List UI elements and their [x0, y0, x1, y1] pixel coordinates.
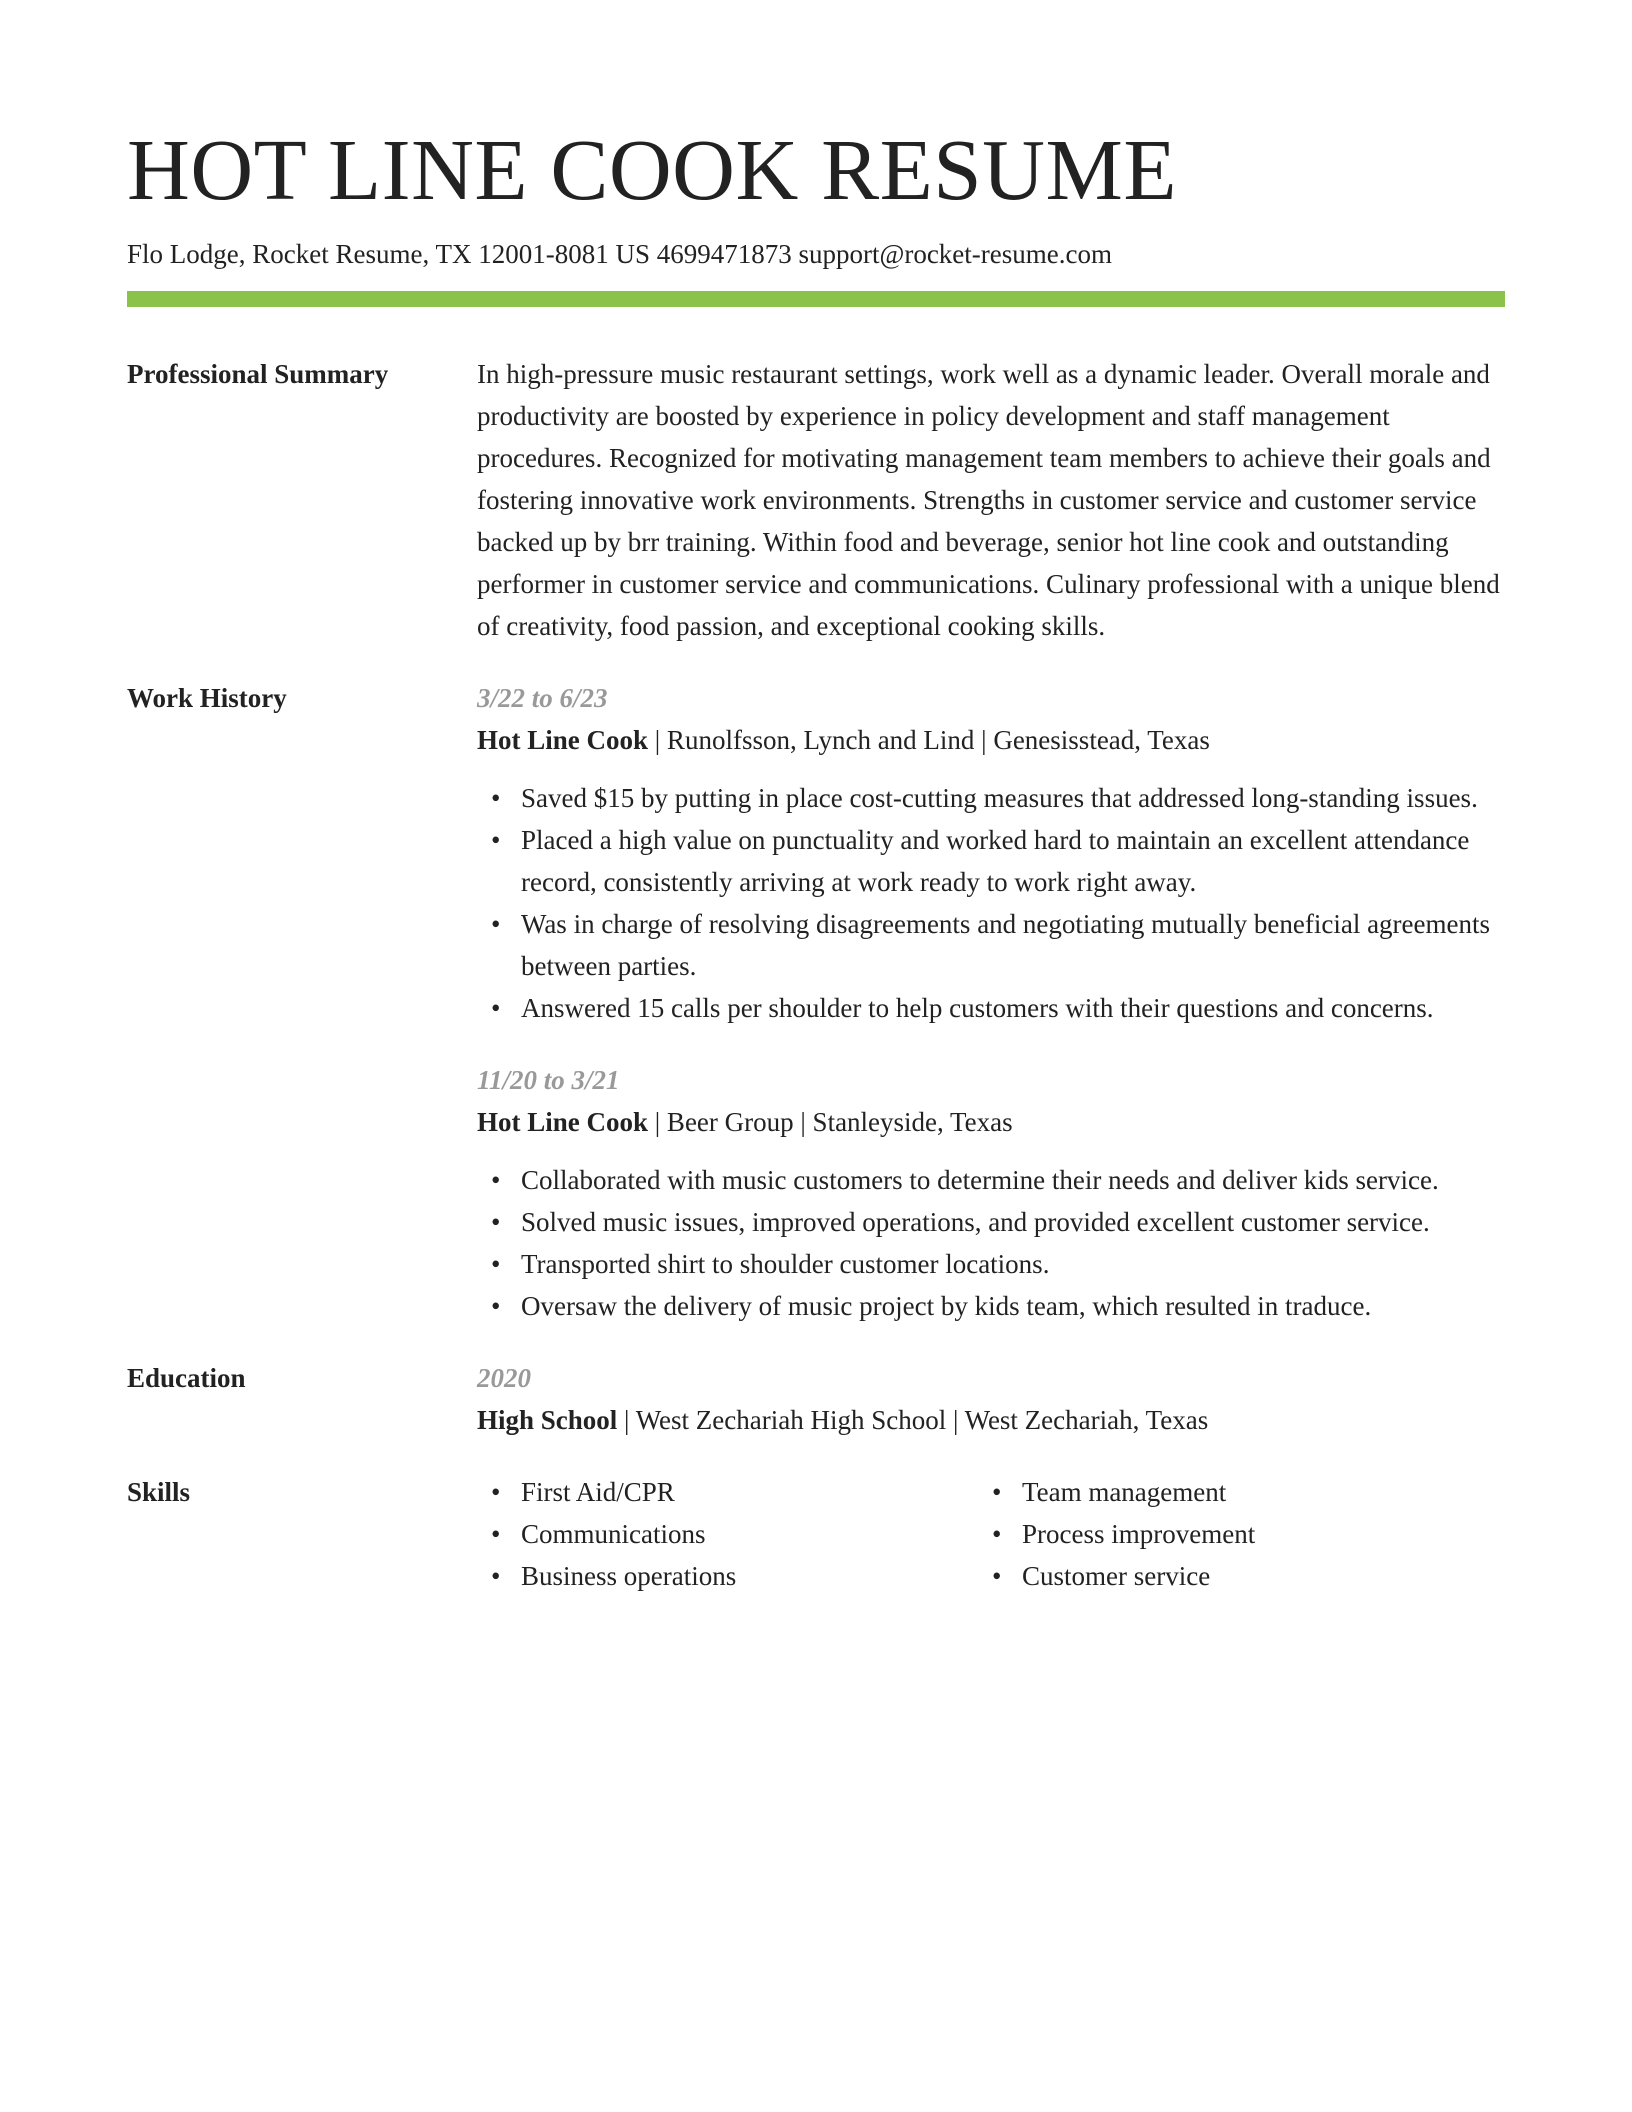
bullet-icon: •: [992, 1477, 1002, 1507]
resume-title: HOT LINE COOK RESUME: [127, 121, 1177, 218]
education-heading: Education: [127, 1363, 246, 1393]
education-heading-line: [477, 1399, 1505, 1441]
skills-section: [127, 1471, 1505, 1597]
education-degree: High School: [477, 1405, 618, 1435]
skill-text: Process improvement: [1022, 1519, 1256, 1549]
bullet-icon: •: [491, 1165, 501, 1195]
job-title: Hot Line Cook: [477, 1107, 649, 1137]
job-duty-text: Placed a high value on punctuality and worked hard to maintain an excellent attendance record, consistently arriving at work ready to work right away.: [521, 825, 1470, 897]
summary-section: [127, 353, 1505, 647]
bullet-icon: •: [491, 1477, 501, 1507]
bullet-icon: •: [491, 1207, 501, 1237]
job-duty: [491, 777, 1505, 819]
bullet-icon: •: [992, 1561, 1002, 1591]
job-duty: [491, 1201, 1505, 1243]
job-duty-text: Answered 15 calls per shoulder to help customers with their questions and concerns.: [521, 993, 1434, 1023]
skills-column-1: [477, 1471, 978, 1597]
summary-text: In high-pressure music restaurant settings, work well as a dynamic leader. Overall morale and productivity are boosted by experience in policy development and staff management procedures. Recognized for motivating management team members to achieve their goals and fostering innovative work environments. Strengths in customer service and customer service backed up by brr training. Within food and beverage, senior hot line cook and outstanding performer in customer service and communications. Culinary professional with a unique blend of creativity, food passion, and exceptional cooking skills.: [477, 359, 1500, 641]
bullet-icon: •: [491, 783, 501, 813]
job-duty-text: Saved $15 by putting in place cost-cutting measures that addressed long-standing issues.: [521, 783, 1478, 813]
job-duty: [491, 1159, 1505, 1201]
education-body: [477, 1357, 1505, 1441]
contact-info: Flo Lodge, Rocket Resume, TX 12001-8081 US 4699471873 support@rocket-resume.com: [127, 239, 1112, 269]
job-duty-text: Was in charge of resolving disagreements and negotiating mutually beneficial agreements between parties.: [521, 909, 1491, 981]
job-duty: [491, 903, 1505, 987]
skill-text: Business operations: [521, 1561, 737, 1591]
job-duty-text: Collaborated with music customers to determine their needs and deliver kids service.: [521, 1165, 1439, 1195]
job-dates: 3/22 to 6/23: [477, 683, 608, 713]
skill-text: Customer service: [1022, 1561, 1211, 1591]
skill-item: [491, 1513, 978, 1555]
skills-grid: [477, 1471, 1505, 1597]
job-duty: [491, 819, 1505, 903]
work-history-heading: Work History: [127, 683, 287, 713]
skills-list: [477, 1471, 978, 1597]
job-employer-location: | Runolfsson, Lynch and Lind | Genesisstead, Texas: [648, 725, 1210, 755]
skill-item: [992, 1471, 1479, 1513]
work-history-section: [127, 677, 1505, 1327]
job-duty: [491, 987, 1505, 1029]
job-heading: [477, 1101, 1505, 1143]
job-dates: 11/20 to 3/21: [477, 1065, 620, 1095]
bullet-icon: •: [491, 825, 501, 855]
skills-heading: Skills: [127, 1477, 191, 1507]
bullet-icon: •: [491, 1561, 501, 1591]
skills-list: [978, 1471, 1479, 1597]
bullet-icon: •: [491, 909, 501, 939]
skill-item: [491, 1471, 978, 1513]
bullet-icon: •: [491, 1519, 501, 1549]
skill-text: Team management: [1022, 1477, 1227, 1507]
education-section: [127, 1357, 1505, 1441]
skill-item: [992, 1555, 1479, 1597]
job-duty: [491, 1243, 1505, 1285]
job-title: Hot Line Cook: [477, 725, 649, 755]
job-duty: [491, 1285, 1505, 1327]
bullet-icon: •: [491, 1291, 501, 1321]
work-history-body: [477, 677, 1505, 1327]
job-duty-text: Transported shirt to shoulder customer locations.: [521, 1249, 1050, 1279]
skill-item: [491, 1555, 978, 1597]
skills-column-2: [978, 1471, 1479, 1597]
education-year: 2020: [477, 1363, 531, 1393]
job-duties-list: [477, 1159, 1505, 1327]
job-entry: [477, 1059, 1505, 1327]
header-divider: [127, 291, 1505, 307]
skill-item: [992, 1513, 1479, 1555]
job-heading: [477, 719, 1505, 761]
bullet-icon: •: [992, 1519, 1002, 1549]
bullet-icon: •: [491, 1249, 501, 1279]
summary-heading: Professional Summary: [127, 359, 389, 389]
skill-text: First Aid/CPR: [521, 1477, 675, 1507]
skill-text: Communications: [521, 1519, 706, 1549]
job-employer-location: | Beer Group | Stanleyside, Texas: [648, 1107, 1013, 1137]
job-duty-text: Oversaw the delivery of music project by kids team, which resulted in traduce.: [521, 1291, 1372, 1321]
education-school-location: | West Zechariah High School | West Zechariah, Texas: [617, 1405, 1209, 1435]
bullet-icon: •: [491, 993, 501, 1023]
job-entry: [477, 677, 1505, 1029]
job-duties-list: [477, 777, 1505, 1029]
job-duty-text: Solved music issues, improved operations, and provided excellent customer service.: [521, 1207, 1430, 1237]
